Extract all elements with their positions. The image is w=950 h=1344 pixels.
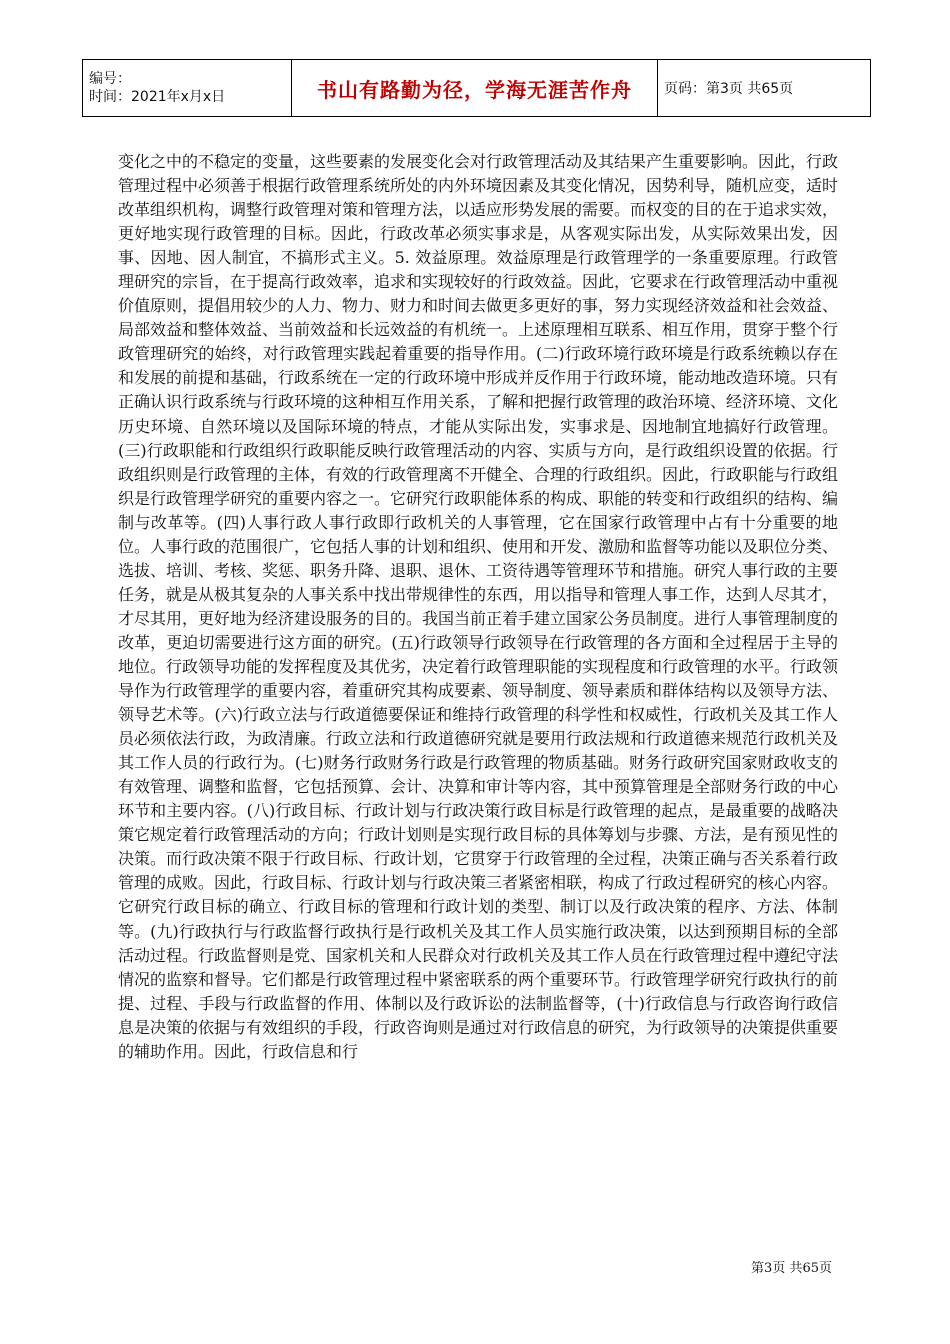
doc-code-label: 编号： — [89, 71, 131, 87]
header-motto: 书山有路勤为径，学海无涯苦作舟 — [292, 60, 658, 117]
page-header — [82, 59, 871, 117]
header-page-number: 页码：第3页 共65页 — [658, 60, 871, 117]
footer-page-number: 第3页 共65页 — [751, 1261, 832, 1276]
body-paragraph: 变化之中的不稳定的变量，这些要素的发展变化会对行政管理活动及其结果产生重要影响。因此，行政管理过程中必须善于根据行政管理系统所处的内外环境因素及其变化情况，因势利导，随机应变，适时改革组织机构，调整行政管理对策和管理方法，以适应形势发展的需要。而权变的目的在于追求实效，更好地实现行政管理的目标。因此，行政改革必须实事求是，从客观实际出发，从实际效果出发，因事、因地、因人制宜，不搞形式主义。5. 效益原理。效益原理是行政管理学的一条重要原理。行政管理研究的宗旨，在于提高行政效率，追求和实现较好的行政效益。因此，它要求在行政管理活动中重视价值原则，提倡用较少的人力、物力、财力和时间去做更多更好的事，努力实现经济效益和社会效益、局部效益和整体效益、当前效益和长远效益的有机统一。上述原理相互联系、相互作用，贯穿于整个行政管理研究的始终，对行政管理实践起着重要的指导作用。(二)行政环境行政环境是行政系统赖以存在和发展的前提和基础，行政系统在一定的行政环境中形成并反作用于行政环境，能动地改造环境。只有正确认识行政系统与行政环境的这种相互作用关系，了解和把握行政管理的政治环境、经济环境、文化历史环境、自然环境以及国际环境的特点，才能从实际出发，实事求是、因地制宜地搞好行政管理。(三)行政职能和行政组织行政职能反映行政管理活动的内容、实质与方向，是行政组织设置的依据。行政组织则是行政管理的主体，有效的行政管理离不开健全、合理的行政组织。因此，行政职能与行政组织是行政管理学研究的重要内容之一。它研究行政职能体系的构成、职能的转变和行政组织的结构、编制与改革等。(四)人事行政人事行政即行政机关的人事管理，它在国家行政管理中占有十分重要的地位。人事行政的范围很广，它包括人事的计划和组织、使用和开发、激励和监督等功能以及职位分类、选拔、培训、考核、奖惩、职务升降、退职、退休、工资待遇等管理环节和措施。研究人事行政的主要任务，就是从极其复杂的人事关系中找出带规律性的东西，用以指导和管理人事工作，达到人尽其才，才尽其用，更好地为经济建设服务的目的。我国当前正着手建立国家公务员制度。进行人事管理制度的改革，更迫切需要进行这方面的研究。(五)行政领导行政领导在行政管理的各方面和全过程居于主导的地位。行政领导功能的发挥程度及其优劣，决定着行政管理职能的实现程度和行政管理的水平。行政领导作为行政管理学的重要内容，着重研究其构成要素、领导制度、领导素质和群体结构以及领导方法、领导艺术等。(六)行政立法与行政道德要保证和维持行政管理的科学性和权威性，行政机关及其工作人员必须依法行政，为政清廉。行政立法和行政道德研究就是要用行政法规和行政道德来规范行政机关及其工作人员的行政行为。(七)财务行政财务行政是行政管理的物质基础。财务行政研究国家财政收支的有效管理、调整和监督，它包括预算、会计、决算和审计等内容，其中预算管理是全部财务行政的中心环节和主要内容。(八)行政目标、行政计划与行政决策行政目标是行政管理的起点，是最重要的战略决策它规定着行政管理活动的方向；行政计划则是实现行政目标的具体筹划与步骤、方法，是有预见性的决策。而行政决策不限于行政目标、行政计划，它贯穿于行政管理的全过程，决策正确与否关系着行政管理的成败。因此，行政目标、行政计划与行政决策三者紧密相联，构成了行政过程研究的核心内容。它研究行政目标的确立、行政目标的管理和行政计划的类型、制订以及行政决策的程序、方法、体制等。(九)行政执行与行政监督行政执行是行政机关及其工作人员实施行政决策，以达到预期目标的全部活动过程。行政监督则是党、国家机关和人民群众对行政机关及其工作人员在行政管理过程中遵纪守法情况的监察和督导。它们都是行政管理过程中紧密联系的两个重要环节。行政管理学研究行政执行的前提、过程、手段与行政监督的作用、体制以及行政诉讼的法制监督等，(十)行政信息与行政咨询行政信息是决策的依据与有效组织的手段，行政咨询则是通过对行政信息的研究，为行政领导的决策提供重要的辅助作用。因此，行政信息和行 — [118, 152, 839, 1061]
doc-time-label: 时间：2021年x月x日 — [89, 89, 226, 105]
header-meta — [83, 60, 292, 117]
